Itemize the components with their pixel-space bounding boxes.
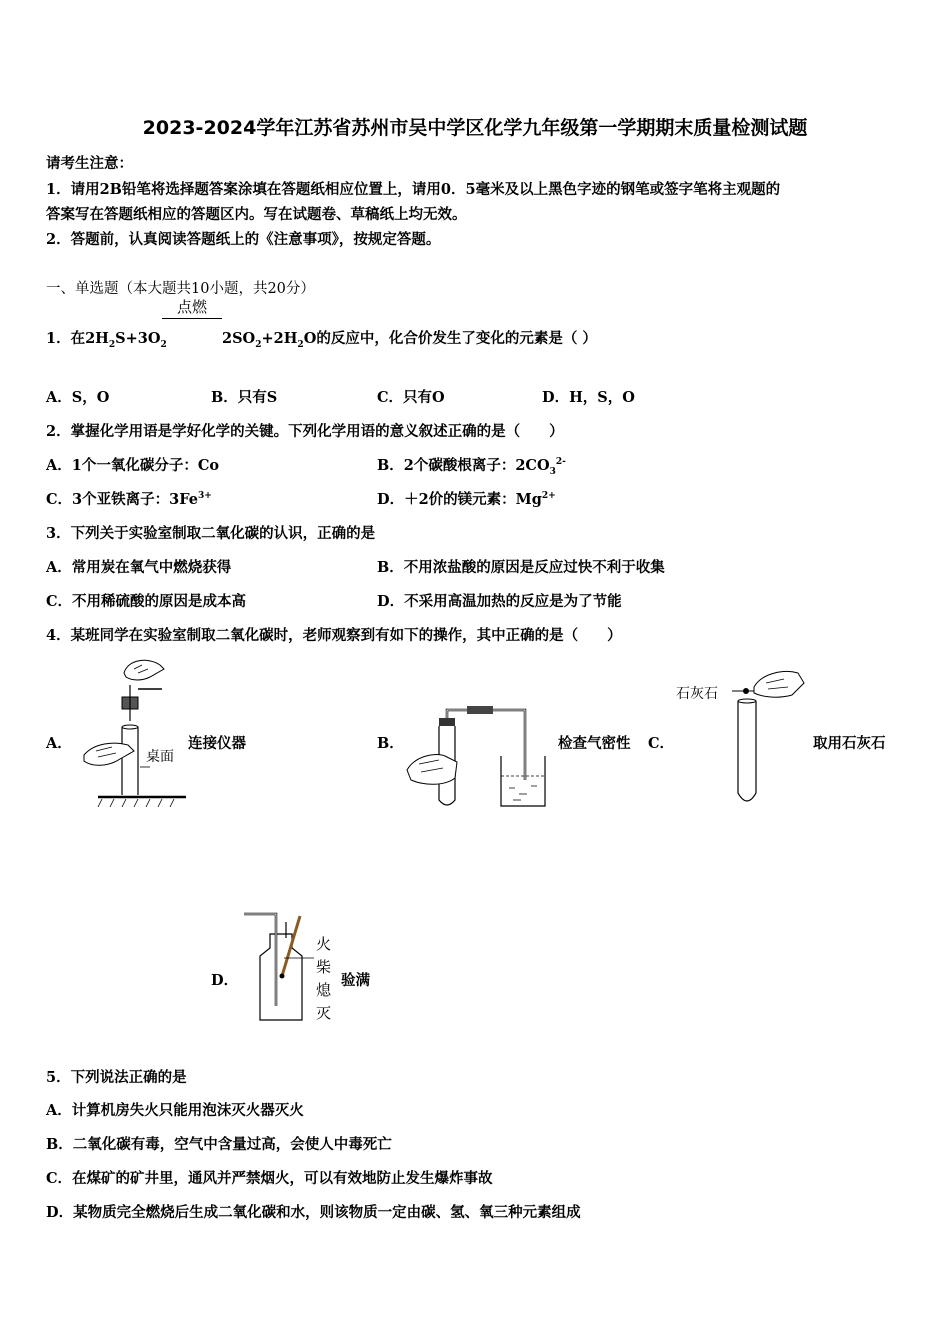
q1-option-d[interactable]: D．H，S，O [542,389,635,406]
q2-option-b[interactable]: B．2个碳酸根离子：$2CO_3^{2-}$ [377,457,566,477]
q3-stem: 3．下列关于实验室制取二氧化碳的认识，正确的是 [46,525,376,542]
q1-option-c[interactable]: C．只有O [377,389,445,406]
q4-option-b-label[interactable]: B． [377,735,404,752]
reaction-condition: 点燃 [176,298,207,316]
reaction-arrow [162,318,222,319]
notice-heading: 请考生注意： [46,155,133,172]
q4-option-b-caption: 检查气密性 [558,735,631,752]
q5-stem: 5．下列说法正确的是 [46,1069,187,1086]
q5-option-b[interactable]: B．二氧化碳有毒，空气中含量过高，会使人中毒死亡 [46,1136,392,1153]
q5-option-d[interactable]: D．某物质完全燃烧后生成二氧化碳和水，则该物质一定由碳、氢、氧三种元素组成 [46,1204,581,1221]
q3-option-d[interactable]: D．不采用高温加热的反应是为了节能 [377,593,622,610]
q4-stem: 4．某班同学在实验室制取二氧化碳时，老师观察到有如下的操作，其中正确的是（ ） [46,627,622,644]
q4-option-c-caption: 取用石灰石 [813,735,886,752]
full-check-figure [240,908,320,1024]
q2-option-c[interactable]: C．3个亚铁离子：$3Fe^{3+}$ [46,491,212,508]
notice-line-2: 2．答题前，认真阅读答题纸上的《注意事项》，按规定答题。 [46,231,441,248]
page-title: 2023-2024学年江苏省苏州市吴中学区化学九年级第一学期期末质量检测试题 [142,117,808,139]
limestone-label: 石灰石 [676,686,718,702]
notice-line-1a: 1．请用2B铅笔将选择题答案涂填在答题纸相应位置上，请用0．5毫米及以上黑色字迹的钢笔或签字笔将主观题的 [46,181,781,198]
q5-option-c[interactable]: C．在煤矿的矿井里，通风并严禁烟火，可以有效地防止发生爆炸事故 [46,1170,493,1187]
q5-option-a[interactable]: A．计算机房失火只能用泡沫灭火器灭火 [46,1102,304,1119]
q4-option-a-caption: 连接仪器 [188,735,246,752]
airtightness-figure [405,700,555,812]
q4-option-c-label[interactable]: C． [648,735,675,752]
q2-stem: 2．掌握化学用语是学好化学的关键。下列化学用语的意义叙述正确的是（ ） [46,423,564,440]
notice-line-1b: 答案写在答题纸相应的答题区内。写在试题卷、草稿纸上均无效。 [46,206,467,223]
q2-option-d[interactable]: D．＋2价的镁元素：$Mg^{2+}$ [377,491,556,508]
section-heading: 一、单选题（本大题共10小题，共20分） [46,281,315,297]
limestone-figure [732,665,812,810]
q1-option-b[interactable]: B．只有S [211,389,278,406]
match-extinguished-label: 火 柴 熄 灭 [316,935,332,1022]
desk-label: 桌面 [146,749,174,765]
q1-option-a[interactable]: A．S，O [46,389,110,406]
q3-option-b[interactable]: B．不用浓盐酸的原因是反应过快不利于收集 [377,559,665,576]
q2-option-a[interactable]: A．1个一氧化碳分子：Co [46,457,220,474]
q4-option-d-label[interactable]: D． [211,972,239,989]
q1-stem: 1．在$2H_2S+3O_2$ [46,330,167,350]
q4-option-a-label[interactable]: A． [46,735,72,752]
q3-option-c[interactable]: C．不用稀硫酸的原因是成本高 [46,593,247,610]
q4-option-d-caption: 验满 [341,972,370,989]
connect-apparatus-figure [76,655,186,810]
q1-stem-rest: $2SO_2+2H_2O$的反应中，化合价发生了变化的元素是（ ） [222,330,597,350]
q3-option-a[interactable]: A．常用炭在氧气中燃烧获得 [46,559,232,576]
